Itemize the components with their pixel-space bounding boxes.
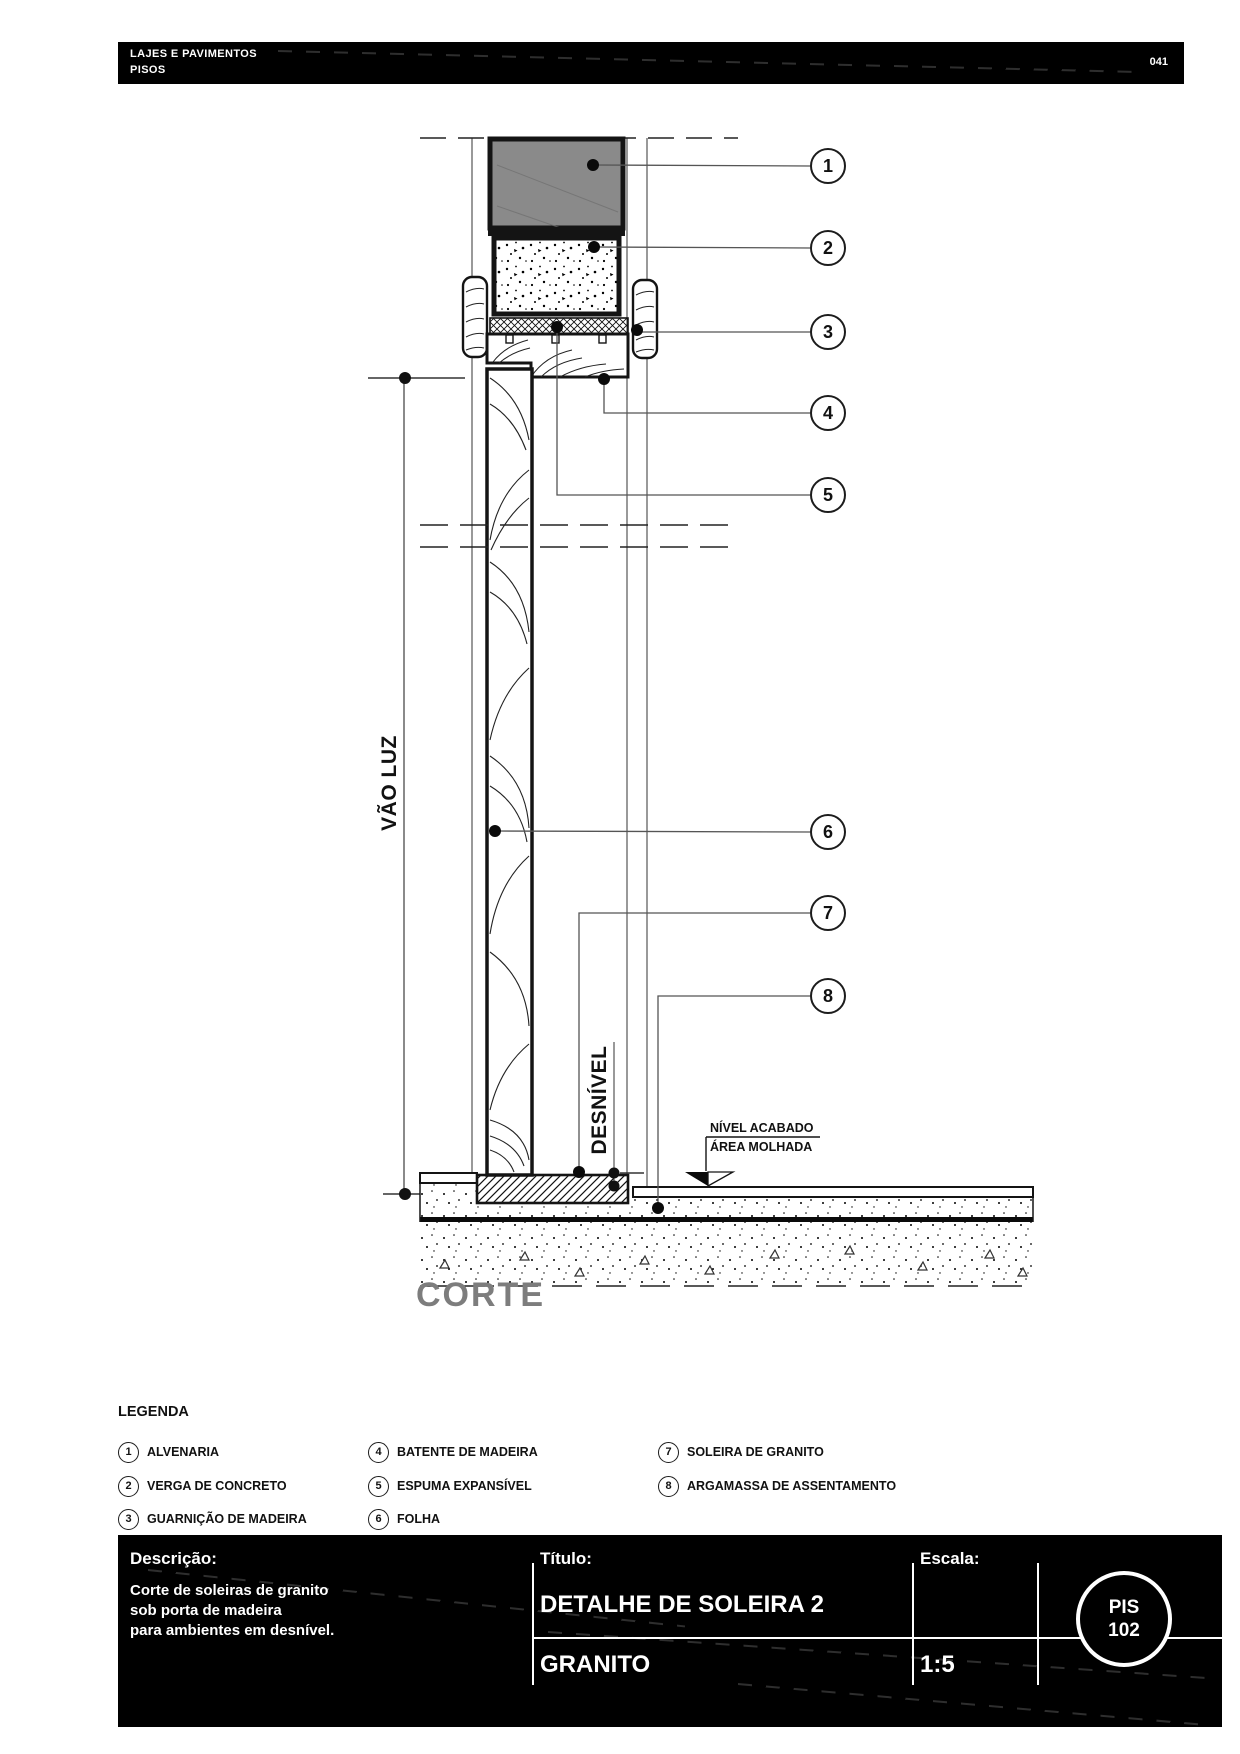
legend-label-6: FOLHA [397,1512,441,1526]
wood-trim-right [633,280,657,358]
callout-6: 6 [810,814,846,850]
page-number: 041 [1149,56,1168,68]
legend-item-7 [658,1441,824,1463]
scan-artifact-line [278,50,1138,73]
legend-num-3: 3 [118,1509,139,1530]
legend-label-8: ARGAMASSA DE ASSENTAMENTO [687,1479,897,1493]
door-leaf [487,369,532,1175]
callout-1: 1 [810,148,846,184]
callout-2: 2 [810,230,846,266]
legend-item-2 [118,1475,287,1497]
header-category: LAJES E PAVIMENTOS [130,48,258,60]
legend-label-3: GUARNIÇÃO DE MADEIRA [147,1512,307,1526]
legend-num-7: 7 [658,1442,679,1463]
legend-num-6: 6 [368,1509,389,1530]
view-title: CORTE [416,1276,545,1314]
leader-8 [658,996,813,1208]
legend-num-5: 5 [368,1476,389,1497]
break-lines [420,525,738,547]
legend-item-6 [368,1508,440,1530]
sheet-code-badge [1076,1571,1172,1667]
legend-item-5 [368,1475,532,1497]
callout-3: 3 [810,314,846,350]
legend-label-7: SOLEIRA DE GRANITO [687,1445,824,1459]
wood-trim-left [463,277,487,357]
drawing-subtitle: GRANITO [540,1651,651,1678]
scan-artifact-line [738,1683,1206,1726]
masonry-wall [488,139,625,236]
description-line-1: Corte de soleiras de granito [130,1582,329,1599]
leader-4 [604,380,810,413]
leader-1 [593,165,810,166]
titleblock-col-divider-3 [1037,1563,1039,1685]
legend-item-8 [658,1475,896,1497]
slab-top-line [420,1217,1033,1222]
scale-label: Escala: [920,1549,980,1568]
sheet-code-number: 102 [1108,1620,1140,1641]
legend-item-1 [118,1441,219,1463]
concrete-slab [420,1222,1033,1284]
scale-value: 1:5 [920,1651,955,1678]
titleblock-col-divider-1 [532,1563,534,1685]
nivel-acabado-label: NÍVEL ACABADO [710,1121,814,1135]
legend-label-1: ALVENARIA [147,1445,219,1459]
floor-assembly [420,1173,1033,1286]
sheet-code-prefix: PIS [1108,1597,1140,1618]
area-molhada-label: ÁREA MOLHADA [710,1140,813,1154]
callout-7: 7 [810,895,846,931]
description-line-3: para ambientes em desnível. [130,1622,335,1639]
legend-label-5: ESPUMA EXPANSÍVEL [397,1479,532,1493]
interior-floor-finish [420,1173,477,1183]
wet-area-floor-finish [633,1187,1033,1197]
description-label: Descrição: [130,1549,217,1568]
header-subcategory: PISOS [130,64,166,76]
legend-item-3 [118,1508,307,1530]
description-line-2: sob porta de madeira [130,1602,282,1619]
callout-8: 8 [810,978,846,1014]
drawing-title: DETALHE DE SOLEIRA 2 [540,1591,825,1618]
legend-label-2: VERGA DE CONCRETO [147,1479,287,1493]
leader-6 [496,831,810,832]
header-bar [118,42,1184,84]
vao-luz-label: VÃO LUZ [378,735,401,831]
callout-5: 5 [810,477,846,513]
title-block [118,1535,1222,1727]
leader-2 [594,247,810,248]
desnivel-dimension [609,1042,645,1192]
desnivel-label: DESNÍVEL [588,1045,611,1155]
legend-label-4: BATENTE DE MADEIRA [397,1445,538,1459]
legend-item-4 [368,1441,538,1463]
concrete-lintel [494,238,619,314]
granite-sill [477,1175,628,1203]
legend-num-1: 1 [118,1442,139,1463]
legend-num-4: 4 [368,1442,389,1463]
legend-title: LEGENDA [118,1404,189,1420]
legend-num-8: 8 [658,1476,679,1497]
titleblock-col-divider-2 [912,1563,914,1685]
legend-num-2: 2 [118,1476,139,1497]
callout-4: 4 [810,395,846,431]
title-label: Título: [540,1549,592,1568]
